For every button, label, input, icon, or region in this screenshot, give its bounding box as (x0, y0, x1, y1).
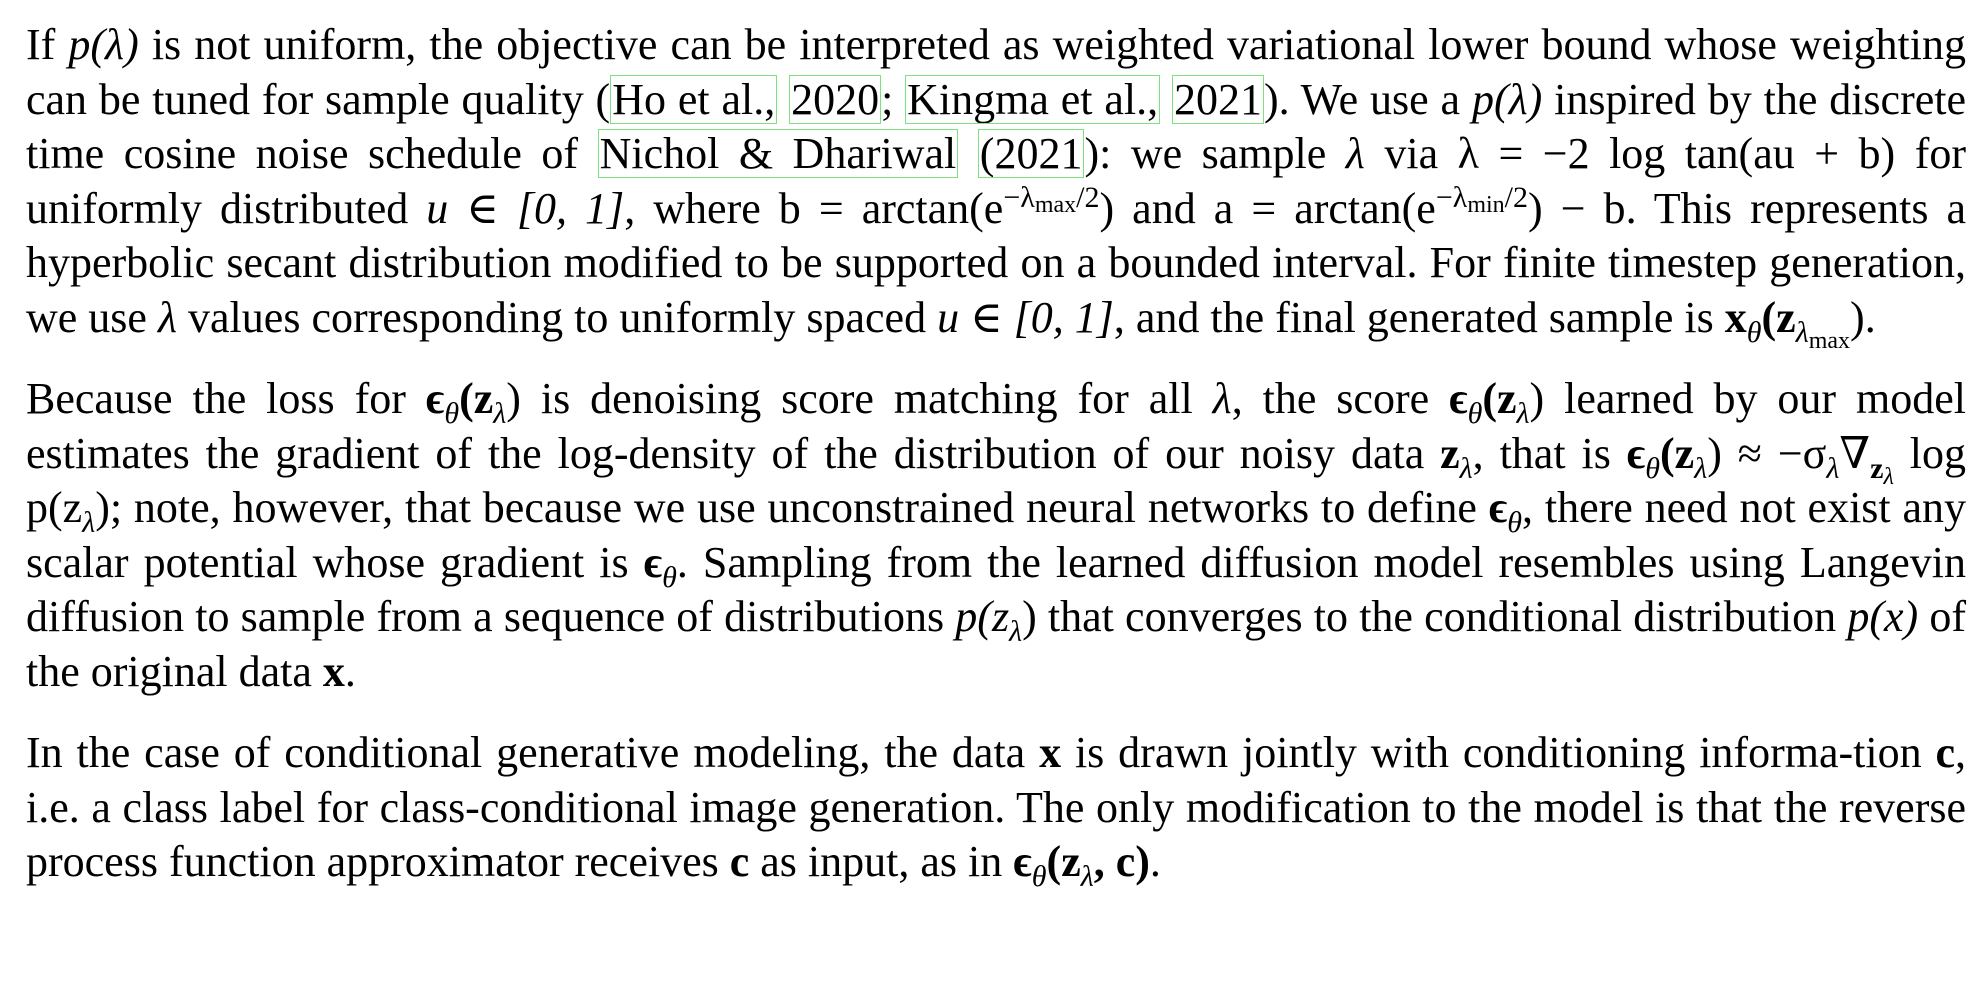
math-sub: λ (1516, 397, 1530, 430)
citation-link-kingma-2021-year[interactable] (1172, 75, 1264, 124)
math-part: (z (1482, 374, 1517, 423)
math-sub (1870, 451, 1894, 490)
math-part: −λ (1003, 180, 1035, 214)
math-part: log p(z (26, 428, 1966, 532)
text: , where (624, 183, 779, 233)
text: of the original data (26, 592, 1966, 696)
math-inline: λ (157, 292, 178, 342)
math-part: ) (1529, 374, 1545, 423)
citation-authors: Nichol & Dhariwal (599, 129, 957, 178)
math-sub: θ (444, 397, 460, 430)
math-inline: p(x) (1847, 592, 1919, 641)
math-sub: max (1808, 327, 1851, 354)
math-part: ϵ (1626, 428, 1646, 478)
math-part: z (1440, 428, 1460, 478)
math-part: z (1870, 451, 1884, 485)
math-sub: θ (1467, 397, 1483, 430)
math-inline (1449, 374, 1545, 430)
math-inline: c (1935, 728, 1955, 777)
math-inline: c (729, 837, 750, 886)
math-sub: θ (662, 560, 677, 594)
math-part: ϵ (643, 537, 663, 587)
math-inline: x (322, 646, 345, 696)
math-part: ϵ (425, 374, 445, 423)
text: , there need not exist any scalar potential whose gradient is (26, 483, 1966, 587)
text: ): we sample (1084, 129, 1346, 178)
math-inline: λ (1345, 129, 1365, 178)
text: , the score (1231, 374, 1450, 423)
math-inline-a-def (1213, 180, 1626, 233)
math-inline (955, 592, 1037, 648)
math-sub: θ (1746, 315, 1762, 349)
math-part: (z (459, 374, 494, 423)
math-part: λ (1795, 315, 1809, 349)
text: that converges to the conditional distribution (1036, 592, 1848, 641)
math-inline-final-sample (1724, 292, 1865, 354)
paragraph-conditional-modeling (26, 726, 1966, 893)
math-inline (643, 537, 677, 594)
math-part: ) (506, 374, 521, 423)
math-inline (1440, 428, 1473, 485)
math-part: b = arctan(e (778, 183, 1004, 233)
math-part: ϵ (1013, 837, 1032, 886)
math-part: −λ (1435, 180, 1468, 214)
math-part: ) − b (1528, 183, 1626, 233)
math-part: ) (1022, 592, 1037, 641)
math-sub: λ (1009, 615, 1023, 648)
text: . (1149, 837, 1161, 886)
text: is denoising score matching for all (520, 374, 1213, 423)
text: via (1364, 129, 1458, 178)
math-part: /2 (1076, 180, 1100, 214)
citation-authors: Kingma et al., (907, 74, 1159, 124)
math-sup (1003, 180, 1100, 218)
math-sub: θ (1031, 860, 1047, 893)
citation-year: 2020 (791, 74, 880, 124)
text: . Sampling from the learned diffusion model resembles using Langevin diffusion to sample from a sequence of distributions (26, 537, 1966, 641)
text: , and the final generated sample is (1113, 292, 1725, 342)
citation-link-nichol-dhariwal[interactable] (598, 129, 959, 178)
math-inline (1488, 483, 1523, 539)
citation-link-ho-2020[interactable] (610, 75, 777, 124)
text: Because the loss for (26, 374, 426, 423)
math-sub: λ (1459, 451, 1473, 485)
math-inline (1013, 837, 1150, 893)
math-part: ) (1850, 292, 1865, 342)
math-sub: max (1034, 191, 1077, 218)
math-sub: λ (1826, 451, 1840, 485)
text: , i.e. a class label for class-conditional image generation. The only modification to the model is that the reverse process function approximator receives (26, 728, 1966, 886)
math-inline: λ (1212, 374, 1232, 423)
text: ). We use a (1263, 74, 1472, 124)
text: for uniformly distributed (26, 129, 1967, 233)
paper-body (26, 18, 1966, 917)
math-part: p(z (955, 592, 1010, 641)
citation-year: (2021 (979, 129, 1083, 178)
math-part: (z (1761, 292, 1796, 342)
math-sub: λ (82, 506, 96, 539)
math-sub (1795, 315, 1851, 354)
text: is drawn jointly with conditioning informa-tion (1061, 728, 1936, 777)
math-inline: x (1039, 728, 1062, 777)
math-part: (z (1046, 837, 1081, 886)
math-inline-b-def (778, 180, 1115, 233)
math-part: /2 (1504, 180, 1528, 214)
text: In the case of conditional generative modeling, the data (26, 728, 1040, 777)
text: ; note, however, that because we use unconstrained neural networks to define (109, 483, 1489, 532)
math-sub: λ (1694, 451, 1708, 485)
text: . (344, 646, 356, 696)
math-sub: θ (1645, 451, 1661, 485)
math-inline: p(λ) (68, 20, 139, 69)
text: . (1864, 292, 1876, 342)
math-part: , c) (1093, 837, 1150, 886)
text: inspired by the discrete time cosine noise schedule of (26, 74, 1967, 178)
math-sub: min (1467, 191, 1505, 218)
text: is not uniform, the objective can be interpreted as weighted variational lower bound whose weighting can be tuned for sample quality ( (26, 20, 1966, 124)
math-part: ) (95, 483, 110, 532)
text: and (1114, 183, 1214, 233)
text: If (26, 20, 69, 69)
text: as input, as in (749, 837, 1014, 886)
math-part: x (1724, 292, 1747, 342)
math-part: ϵ (1488, 483, 1508, 532)
math-sub: λ (1883, 463, 1894, 490)
math-sub: λ (1080, 860, 1094, 893)
text: values corresponding to uniformly spaced (177, 292, 938, 342)
math-part: ) (1099, 183, 1115, 233)
text: , that is (1472, 428, 1627, 478)
citation-link-ho-2020-year[interactable] (789, 75, 881, 124)
citation-link-nichol-dhariwal-year[interactable] (978, 129, 1085, 178)
math-part: ϵ (1449, 374, 1468, 423)
math-sup (1435, 180, 1528, 218)
math-part: a = arctan(e (1213, 183, 1436, 233)
text: learned by our model estimates the gradient of the log-density of the distribution of our noisy data (26, 374, 1966, 478)
citation-link-kingma-2021[interactable] (905, 75, 1160, 124)
math-inline: p(λ) (1471, 74, 1543, 124)
paragraph-noise-schedule (26, 18, 1967, 354)
math-inline: u ∈ [0, 1] (426, 183, 625, 233)
math-inline: λ = −2 log tan(au + b) (1457, 129, 1896, 178)
math-part: ∇ (1839, 428, 1871, 478)
paragraph-score-matching (26, 372, 1966, 699)
math-inline: u ∈ [0, 1] (937, 292, 1114, 342)
text: ; (881, 74, 906, 124)
math-part: ) ≈ −σ (1707, 428, 1827, 478)
math-inline (425, 374, 521, 430)
math-part: (z (1660, 428, 1695, 478)
citation-year: 2021 (1173, 74, 1262, 124)
math-sub: λ (493, 397, 507, 430)
text: . This represents a hyperbolic secant distribution modified to be supported on a bounded interval. For finite timestep generation, we use (26, 183, 1967, 342)
math-sub: θ (1507, 506, 1523, 539)
citation-authors: Ho et al., (612, 74, 776, 124)
